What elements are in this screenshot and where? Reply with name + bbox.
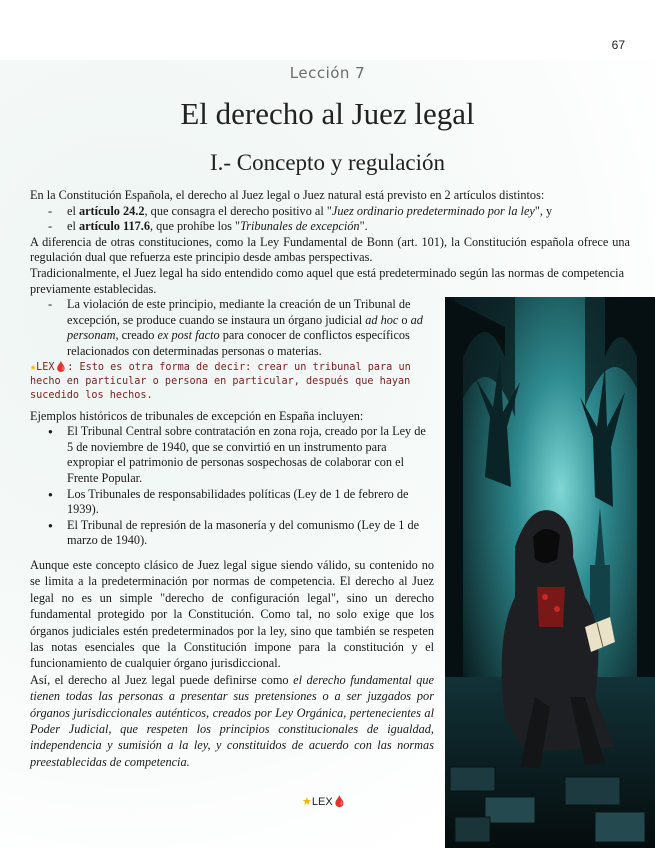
list-item: ● El Tribunal Central sobre contratación en zona roja, creado por la Ley de 5 de noviembre de 1940, que se convirtió en un instrumento para expropiar el patrimonio de personas sospechosas de colaborar con el Frente Popular. <box>30 424 434 486</box>
violation-list <box>30 297 434 359</box>
page-title: El derecho al Juez legal <box>180 96 475 131</box>
page-number: 67 <box>611 38 625 52</box>
list-item: ● El Tribunal de represión de la masonería y del comunismo (Ley de 1 de marzo de 1940). <box>30 518 434 549</box>
tradition-paragraph: Tradicionalmente, el Juez legal ha sido entendido como aquel que está predeterminado según las normas de competencia previamente establecidas. <box>30 265 625 296</box>
blood-drop-icon: 🩸 <box>54 361 68 373</box>
section-title: I.- Concepto y regulación <box>209 150 446 175</box>
illustration-svg <box>445 297 655 848</box>
star-icon: ★ <box>30 361 37 373</box>
concept-paragraph: Aunque este concepto clásico de Juez legal sigue siendo válido, su contenido no se limita a la predeterminación por normas de competencia. El derecho al Juez legal no es un simple "derecho de configuración legal", sino un derecho fundamental protegido por la Constitución. Como tal, no solo exige que los órganos judiciales estén predeterminados por la ley, sino que también se respeten las notas esenciales que la Constitución impone para la constitución y el funcionamiento de cualquier órgano jurisdiccional. <box>30 557 434 671</box>
star-icon: ★ <box>302 796 312 808</box>
examples-list <box>30 424 434 549</box>
list-item: - La violación de este principio, mediante la creación de un Tribunal de excepción, se produce cuando se instaura un órgano judicial ad hoc o ad personam, creado ex post facto para conocer de conflictos específicos relacionados con determinadas personas o materias. <box>30 297 434 359</box>
lesson-label: Lección 7 <box>289 64 366 82</box>
intro-paragraph: En la Constitución Española, el derecho al Juez legal o Juez natural está previsto en 2 artículos distintos: <box>30 188 545 202</box>
footer-lex-signature: ★LEX🩸 <box>302 796 347 808</box>
definition-paragraph: Así, el derecho al Juez legal puede definirse como el derecho fundamental que tienen todas las personas a presentar sus pretensiones o a ser juzgados por órganos jurisdiccionales auténticos, creados por Ley Orgánica, pertenecientes al Poder Judicial, que respeten los principios constitucionales de igualdad, independencia y sumisión a la ley, y constituidos de acuerdo con las normas preestablecidas de competencia. <box>30 672 434 769</box>
blood-drop-icon: 🩸 <box>332 796 347 808</box>
list-item: - el artículo 24.2, que consagra el derecho positivo al "Juez ordinario predeterminado por la ley", y <box>30 204 630 220</box>
list-item: ● Los Tribunales de responsabilidades políticas (Ley de 1 de febrero de 1939). <box>30 487 434 518</box>
examples-intro: Ejemplos históricos de tribunales de excepción en España incluyen: <box>30 408 364 423</box>
list-item: - el artículo 117.6, que prohíbe los "Tribunales de excepción". <box>30 219 630 235</box>
lex-note: ★LEX🩸: Esto es otra forma de decir: crear un tribunal para un hecho en particular o persona en particular, después que hayan sucedido los hechos. <box>30 361 411 401</box>
bonn-paragraph: A diferencia de otras constituciones, como la Ley Fundamental de Bonn (art. 101), la Constitución española ofrece una regulación dual que refuerza este principio desde ambas perspectivas. <box>30 234 630 265</box>
articles-list <box>30 204 630 235</box>
hooded-reader-illustration <box>445 297 655 848</box>
